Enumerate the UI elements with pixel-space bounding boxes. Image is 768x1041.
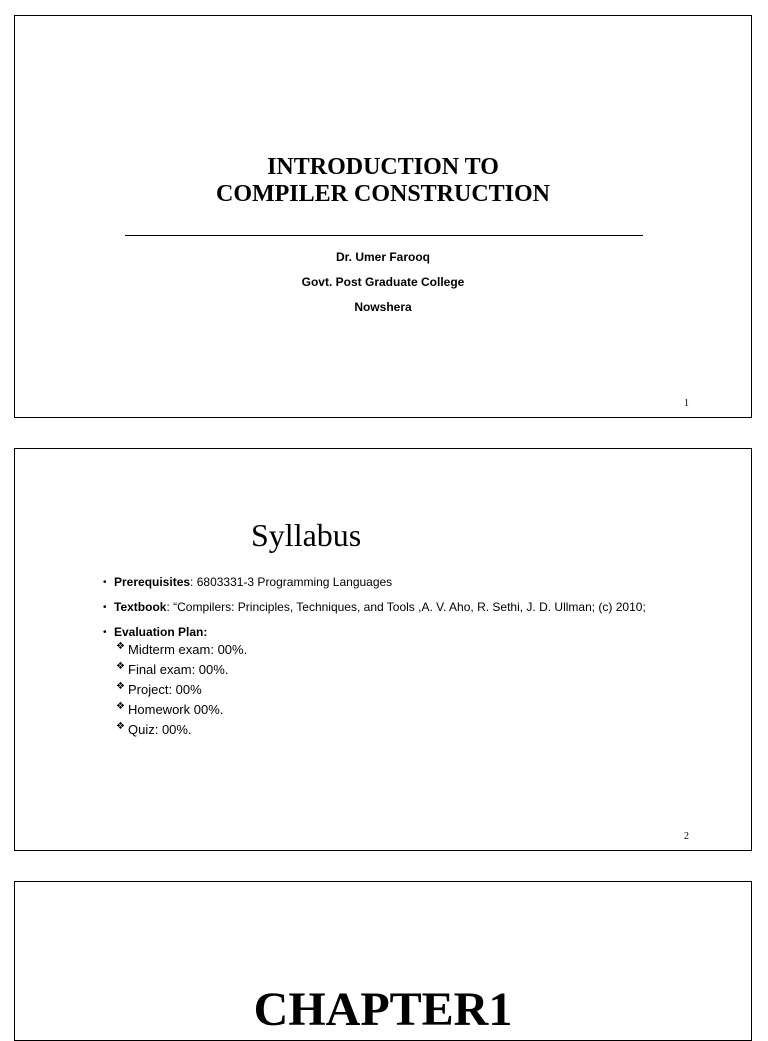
bullet-evaluation-plan: [101, 625, 741, 740]
slide-number: 1: [684, 398, 689, 409]
diamond-bullet-icon: ❖: [116, 681, 125, 692]
college-name: Govt. Post Graduate College: [301, 275, 465, 289]
syllabus-bullet-list: [101, 575, 741, 740]
textbook-label: Textbook: [114, 600, 167, 614]
diamond-bullet-icon: ❖: [116, 721, 125, 732]
prerequisites-value: : 6803331-3 Programming Languages: [190, 575, 393, 589]
bullet-icon: •: [103, 602, 107, 613]
slide-number: 2: [684, 831, 689, 842]
evaluation-item-project: ❖ Project: 00%: [116, 680, 741, 700]
diamond-bullet-icon: ❖: [116, 661, 125, 672]
evaluation-item-midterm: ❖ Midterm exam: 00%.: [116, 640, 741, 660]
textbook-value: : “Compilers: Principles, Techniques, and Tools ,A. V. Aho, R. Sethi, J. D. Ullman; (c) 2010;: [166, 600, 646, 614]
bullet-prerequisites: [101, 575, 741, 590]
slide-1-title: [15, 154, 751, 208]
prerequisites-label: Prerequisites: [114, 575, 191, 589]
college-location: Nowshera: [354, 300, 412, 314]
slide-2-title: Syllabus: [251, 517, 362, 553]
diamond-bullet-icon: ❖: [116, 641, 125, 652]
evaluation-item-final: ❖ Final exam: 00%.: [116, 660, 741, 680]
slide-3: [14, 881, 752, 1041]
title-divider: [125, 235, 643, 236]
slide-2: [14, 448, 752, 851]
evaluation-item-homework: ❖ Homework 00%.: [116, 700, 741, 720]
diamond-bullet-icon: ❖: [116, 701, 125, 712]
bullet-textbook: [101, 600, 741, 615]
author-name: Dr. Umer Farooq: [335, 250, 431, 264]
evaluation-sub-list: [114, 640, 741, 740]
title-line-2: COMPILER CONSTRUCTION: [215, 181, 551, 207]
bullet-icon: •: [103, 627, 107, 638]
bullet-icon: •: [103, 577, 107, 588]
evaluation-label: Evaluation Plan:: [114, 625, 208, 639]
slide-3-title: CHAPTER1: [253, 983, 513, 1036]
evaluation-item-quiz: ❖ Quiz: 00%.: [116, 720, 741, 740]
title-line-1: INTRODUCTION TO: [267, 154, 499, 180]
slide-1: [14, 15, 752, 418]
